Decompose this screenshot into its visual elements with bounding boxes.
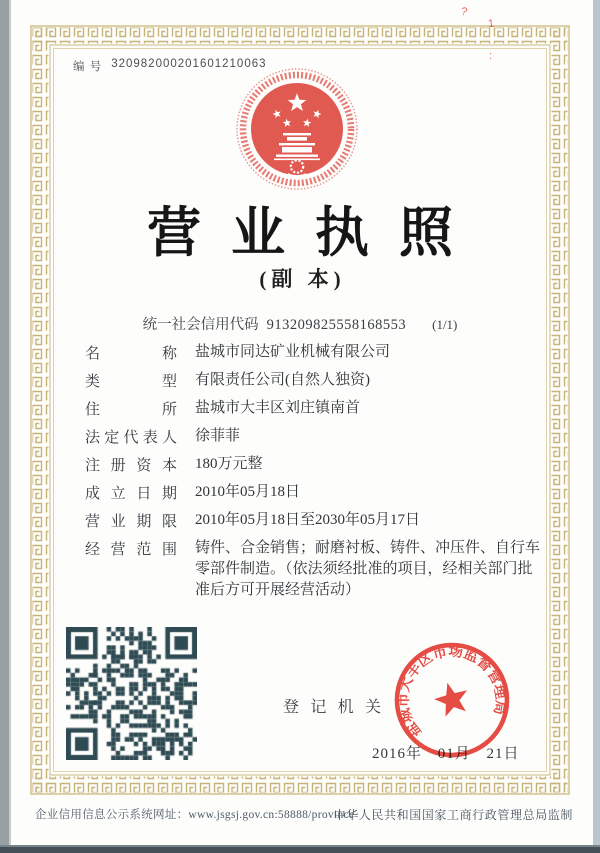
scan-edge-right — [593, 0, 600, 853]
field-value: 盐城市大丰区刘庄镇南首 — [195, 400, 361, 416]
field-row-capital — [85, 454, 555, 482]
field-row-business-scope — [85, 538, 555, 601]
field-label: 成立日期 — [85, 486, 177, 502]
field-value: 盐城市同达矿业机械有限公司 — [195, 344, 391, 360]
field-value: 徐菲菲 — [195, 428, 241, 444]
field-label: 法定代表人 — [85, 430, 177, 446]
field-row-legal-rep — [85, 426, 555, 454]
page-indicator: (1/1) — [432, 317, 458, 332]
ink-mark: ? — [459, 5, 469, 19]
field-label: 经营范围 — [85, 542, 177, 558]
field-label: 名称 — [85, 346, 177, 362]
field-row-type — [85, 370, 555, 398]
credit-code-line — [0, 313, 600, 334]
field-row-address — [85, 398, 555, 426]
field-value: 铸件、合金销售；耐磨衬板、铸件、冲压件、自行车零部件制造。（依法须经批准的项目，经相关部门批准后方可开展经营活动） — [195, 540, 541, 598]
field-row-name — [85, 342, 555, 370]
credit-code-value: 913209825558168553 — [266, 317, 407, 333]
serial-value: 320982000201601210063 — [111, 58, 267, 70]
field-row-term — [85, 510, 555, 538]
registration-authority-label: 登记机关 — [283, 699, 381, 716]
document-subtitle: (副 本) — [259, 267, 346, 291]
field-value: 2010年05月18日 — [195, 484, 301, 500]
field-label: 住所 — [85, 402, 177, 418]
document-title: 营业执照 — [147, 203, 483, 263]
ink-mark: . — [466, 34, 469, 43]
license-fields — [85, 342, 555, 601]
qr-code — [66, 627, 197, 760]
issue-date: 2016年 01月 21日 — [372, 746, 520, 762]
field-label: 注册资本 — [85, 458, 177, 474]
ink-mark: 1 — [487, 17, 495, 31]
seal-text: 盐城市大丰区市场监督管理局 — [395, 643, 509, 741]
field-value: 2010年05月18日至2030年05月17日 — [195, 512, 421, 528]
footer-authority: 中华人民共和国国家工商行政管理总局监制 — [333, 808, 573, 822]
field-value: 有限责任公司(自然人独资) — [195, 372, 370, 388]
field-label: 类型 — [85, 374, 177, 390]
scan-edge-bottom — [0, 845, 600, 853]
serial-label: 编 号 — [73, 61, 103, 73]
credit-code-label: 统一社会信用代码 — [142, 317, 259, 333]
registrar-round-seal — [374, 622, 530, 778]
scan-edge-left — [0, 0, 11, 853]
footer-publicity-url: 企业信用信息公示系统网址：www.jsgsj.gov.cn:58888/province — [35, 809, 355, 821]
china-national-emblem-icon — [232, 64, 362, 194]
field-value: 180万元整 — [195, 456, 263, 472]
field-row-founding-date — [85, 482, 555, 510]
field-label: 营业期限 — [85, 514, 177, 530]
ink-mark: : — [489, 50, 493, 62]
